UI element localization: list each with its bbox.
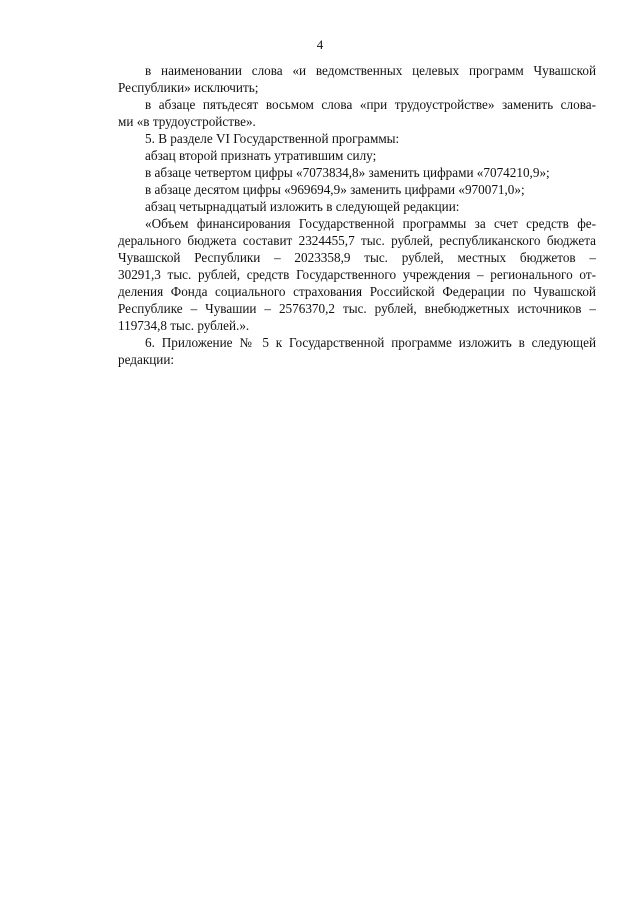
- text-line: 30291,3 тыс. рублей, средств Государственного учреждения – регионального от-: [118, 267, 596, 282]
- text-line: деления Фонда социального страхования Российской Федерации по Чувашской: [118, 284, 596, 299]
- text-line: в абзаце десятом цифры «969694,9» заменить цифрами «970071,0»;: [145, 182, 525, 197]
- text-line: Республике – Чувашии – 2576370,2 тыс. рублей, внебюджетных источников –: [118, 301, 596, 316]
- text-line: редакции:: [118, 352, 175, 367]
- page-number: 4: [316, 37, 324, 52]
- text-line: 119734,8 тыс. рублей.».: [118, 318, 250, 333]
- text-line: абзац второй признать утратившим силу;: [145, 148, 377, 163]
- text-line: Республики» исключить;: [118, 80, 259, 95]
- text-line: 5. В разделе VI Государственной программы:: [145, 131, 400, 146]
- text-line: в абзаце четвертом цифры «7073834,8» заменить цифрами «7074210,9»;: [145, 165, 550, 180]
- text-line: «Объем финансирования Государственной программы за счет средств фе-: [145, 216, 596, 231]
- text-line: 6. Приложение № 5 к Государственной программе изложить в следующей: [145, 335, 596, 350]
- text-line: в абзаце пятьдесят восьмом слова «при трудоустройстве» заменить слова-: [145, 97, 596, 112]
- text-line: ми «в трудоустройстве».: [118, 114, 256, 129]
- text-line: дерального бюджета составит 2324455,7 тыс. рублей, республиканского бюджета: [118, 233, 596, 248]
- text-line: абзац четырнадцатый изложить в следующей редакции:: [145, 199, 460, 214]
- text-line: Чувашской Республики – 2023358,9 тыс. рублей, местных бюджетов –: [118, 250, 596, 265]
- text-line: в наименовании слова «и ведомственных целевых программ Чувашской: [145, 63, 596, 78]
